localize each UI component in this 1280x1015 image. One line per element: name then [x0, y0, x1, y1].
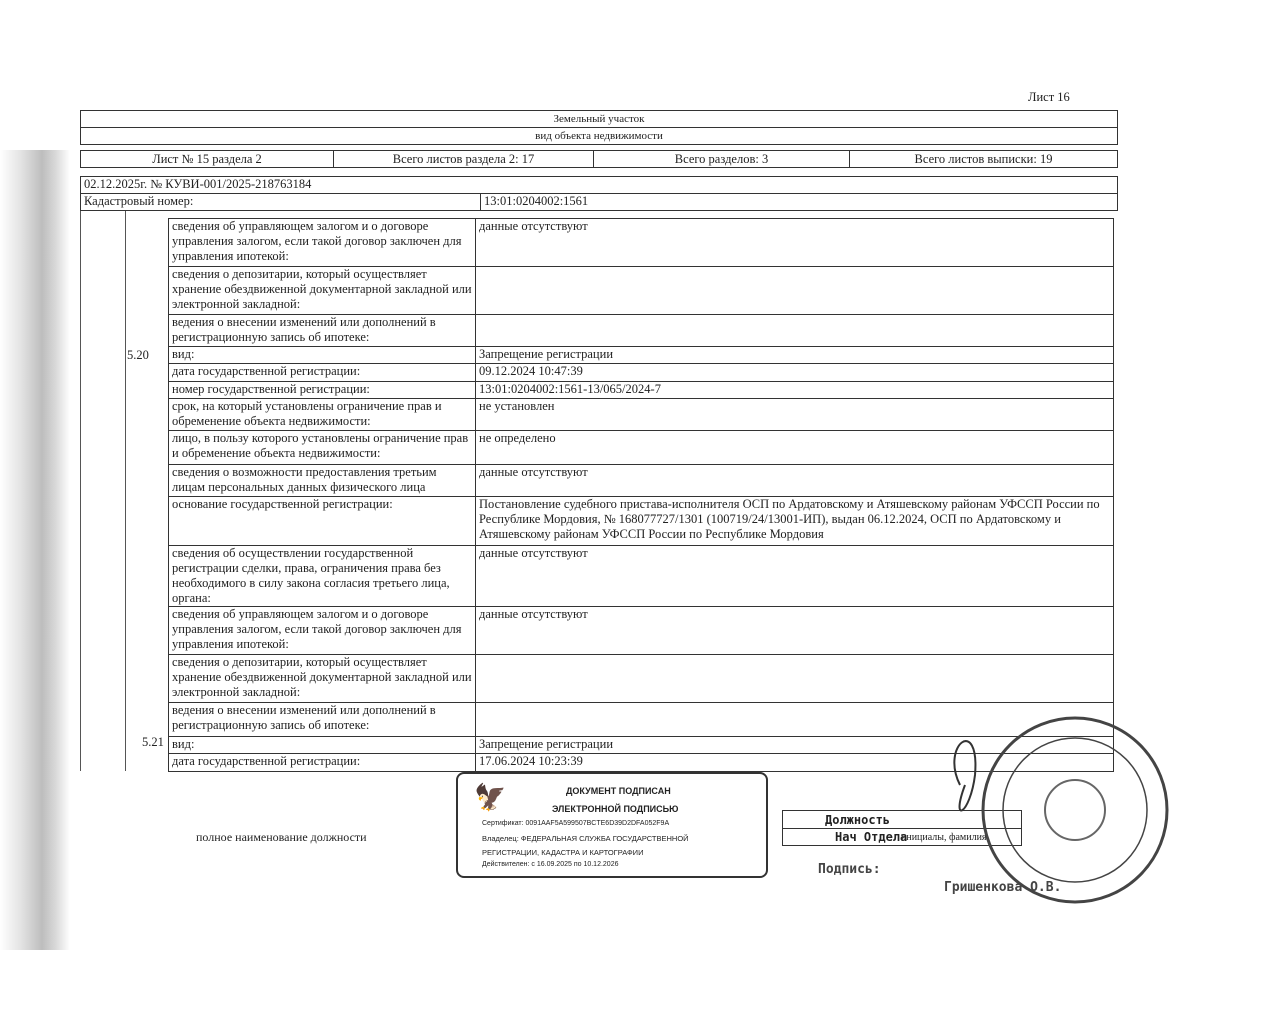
stamp-owner: Владелец: ФЕДЕРАЛЬНАЯ СЛУЖБА ГОСУДАРСТВЕННОЙ: [482, 834, 689, 843]
table-row: [169, 347, 1114, 364]
emblem-icon: 🦅: [474, 782, 507, 812]
table-row: [169, 399, 1114, 431]
field-label: сведения о возможности предоставления третьим лицам персональных данных физического лица: [169, 465, 476, 497]
total-sections: Всего разделов: 3: [594, 151, 850, 167]
field-value: [476, 267, 1114, 315]
field-label: вид:: [169, 737, 476, 754]
field-label: ведения о внесении изменений или дополнений в регистрационную запись об ипотеке:: [169, 315, 476, 347]
field-label: сведения о депозитарии, который осуществляет хранение обездвиженной документарной закладной или электронной закладной:: [169, 267, 476, 315]
cadastral-row: [80, 193, 1118, 211]
table-row: [169, 465, 1114, 497]
position-label: Должность: [825, 813, 891, 827]
object-type: вид объекта недвижимости: [80, 127, 1118, 145]
field-label: сведения об управляющем залогом и о договоре управления залогом, если такой договор заключен для управления ипотекой:: [169, 607, 476, 655]
table-row: [169, 655, 1114, 703]
table-row: [169, 431, 1114, 465]
object-title: Земельный участок: [80, 110, 1118, 128]
position-full-label: полное наименование должности: [196, 830, 367, 844]
table-row: [169, 497, 1114, 546]
official-seal: [920, 705, 1180, 915]
electronic-signature-stamp: [456, 772, 768, 878]
field-label: номер государственной регистрации:: [169, 382, 476, 399]
section-number: 5.21: [142, 735, 164, 749]
field-value: Запрещение регистрации: [476, 347, 1114, 364]
signer-name: Гришенкова О.В.: [944, 880, 1062, 895]
field-value: 13:01:0204002:1561-13/065/2024-7: [476, 382, 1114, 399]
stamp-valid: Действителен: с 16.09.2025 по 10.12.2026: [482, 861, 619, 868]
position-value: Нач Отдела: [835, 830, 908, 844]
table-row: [169, 219, 1114, 267]
field-label: лицо, в пользу которого установлены ограничение прав и обременение объекта недвижимости:: [169, 431, 476, 465]
field-value: Запрещение регистрации: [476, 737, 1114, 754]
field-label: сведения об управляющем залогом и о договоре управления залогом, если такой договор заключен для управления ипотекой:: [169, 219, 476, 267]
stamp-owner2: РЕГИСТРАЦИИ, КАДАСТРА И КАРТОГРАФИИ: [482, 848, 644, 857]
records-table: [168, 218, 1114, 772]
field-value: данные отсутствуют: [476, 465, 1114, 497]
signature-scribble: [954, 741, 975, 810]
section-number: 5.20: [127, 348, 149, 362]
total-section-sheets: Всего листов раздела 2: 17: [334, 151, 594, 167]
initials-label: инициалы, фамилия: [901, 832, 987, 843]
table-row: [169, 546, 1114, 607]
field-value: не определено: [476, 431, 1114, 465]
field-value: [476, 315, 1114, 347]
table-row: [169, 267, 1114, 315]
cadastral-value: 13:01:0204002:1561: [484, 194, 589, 208]
field-value: данные отсутствуют: [476, 607, 1114, 655]
cadastral-label: Кадастровый номер:: [81, 194, 481, 210]
field-label: вид:: [169, 347, 476, 364]
field-value: данные отсутствуют: [476, 546, 1114, 607]
sheet-info-row: [80, 150, 1118, 168]
total-sheets: Всего листов выписки: 19: [914, 151, 1053, 166]
table-row: [169, 607, 1114, 655]
field-label: дата государственной регистрации:: [169, 364, 476, 382]
scan-shadow: [0, 150, 70, 950]
table-row: [169, 315, 1114, 347]
field-label: сведения о депозитарии, который осуществляет хранение обездвиженной документарной закладной или электронной закладной:: [169, 655, 476, 703]
stamp-line2: ЭЛЕКТРОННОЙ ПОДПИСЬЮ: [552, 804, 679, 814]
signature-label: Подпись:: [818, 862, 881, 877]
stamp-line1: ДОКУМЕНТ ПОДПИСАН: [566, 786, 671, 796]
field-value: Постановление судебного пристава-исполнителя ОСП по Ардатовскому и Атяшевскому районам УФССП России по Республике Мордовия, № 168077727/1301 (100719/24/13001-ИП), выдан 06.12.2024, ОСП по Ардатовскому и Атяшевскому районам УФССП России по Республике Мордовия: [476, 497, 1114, 546]
left-column: [80, 211, 126, 771]
field-label: срок, на который установлены ограничение прав и обременение объекта недвижимости:: [169, 399, 476, 431]
table-row: [169, 364, 1114, 382]
field-value: [476, 655, 1114, 703]
field-value: данные отсутствуют: [476, 219, 1114, 267]
field-label: дата государственной регистрации:: [169, 754, 476, 772]
document-reference: 02.12.2025г. № КУВИ-001/2025-218763184: [80, 176, 1118, 194]
sheet-of-section: Лист № 15 раздела 2: [81, 151, 334, 167]
field-label: ведения о внесении изменений или дополнений в регистрационную запись об ипотеке:: [169, 703, 476, 737]
field-label: сведения об осуществлении государственной регистрации сделки, права, ограничения права без необходимого в силу закона согласия третьего лица, органа:: [169, 546, 476, 607]
sheet-number: Лист 16: [1028, 90, 1070, 104]
stamp-cert: Сертификат: 0091AAF5A599507BCTE6D39D2DFA052F9A: [482, 820, 670, 827]
table-row: [169, 382, 1114, 399]
field-value: не установлен: [476, 399, 1114, 431]
field-value: 09.12.2024 10:47:39: [476, 364, 1114, 382]
field-value: 17.06.2024 10:23:39: [476, 754, 1114, 772]
field-label: основание государственной регистрации:: [169, 497, 476, 546]
